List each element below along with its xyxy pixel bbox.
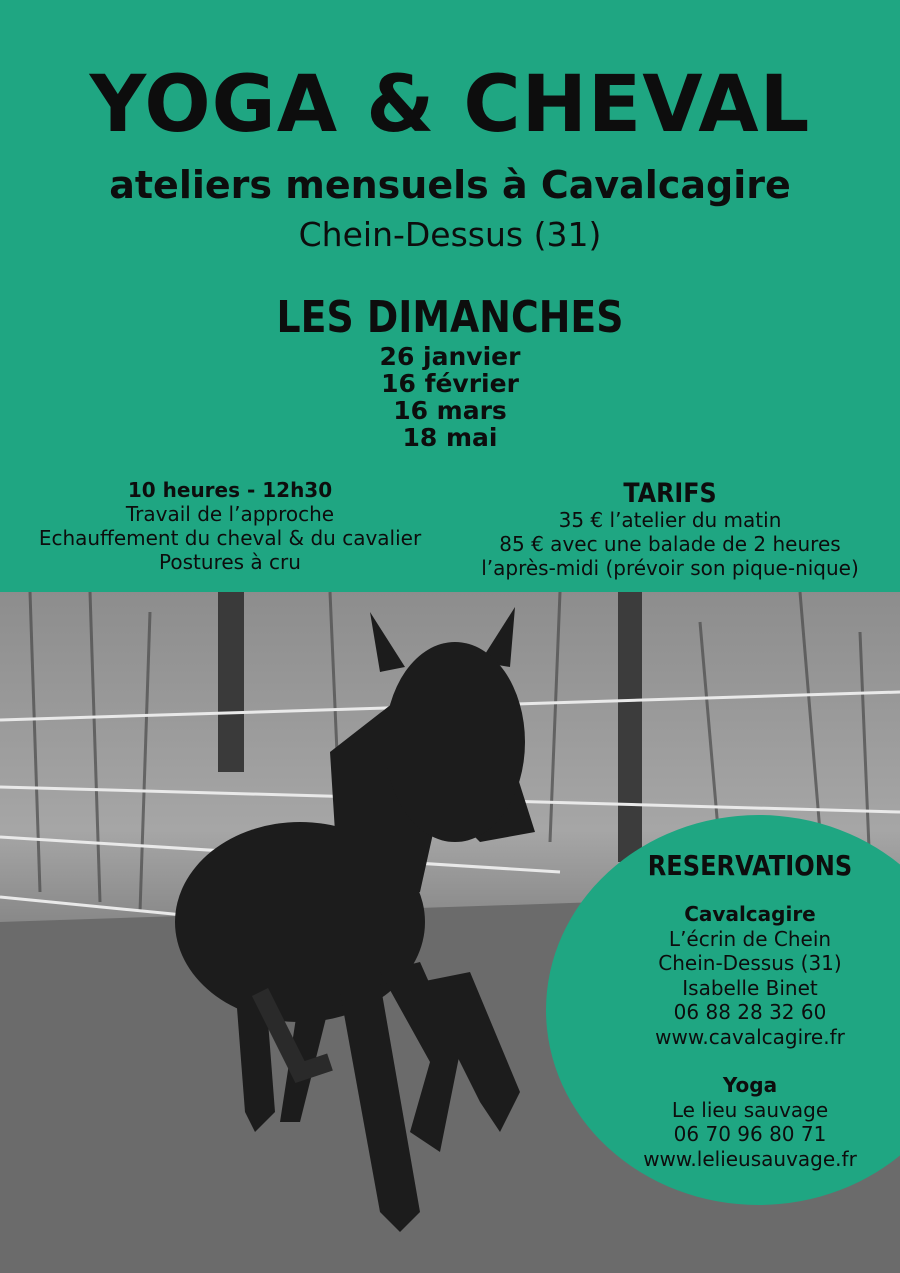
contact-line: L’écrin de Chein <box>668 926 832 951</box>
schedule-item: Echauffement du cheval & du cavalier <box>38 526 422 550</box>
contact-line: Isabelle Binet <box>682 975 818 1000</box>
tarifs-heading: TARIFS <box>623 478 717 509</box>
schedule-time: 10 heures - 12h30 <box>127 478 333 502</box>
website-link[interactable]: www.cavalcagire.fr <box>655 1024 845 1049</box>
reservations-block <box>600 850 900 1171</box>
header-panel <box>0 0 900 592</box>
tarif-line: 85 € avec une balade de 2 heures <box>499 532 841 556</box>
poster-location: Chein-Dessus (31) <box>298 215 602 254</box>
contact-line: Le lieu sauvage <box>671 1097 829 1122</box>
date-list <box>0 343 900 451</box>
website-link[interactable]: www.lelieusauvage.fr <box>643 1146 857 1171</box>
tarif-line: l’après-midi (prévoir son pique-nique) <box>481 556 859 580</box>
yoga-name: Yoga <box>722 1073 778 1097</box>
schedule-item: Postures à cru <box>159 550 301 574</box>
tarifs-block <box>440 480 900 580</box>
schedule-block <box>0 478 460 574</box>
date-item: 16 mars <box>393 396 507 425</box>
phone-number: 06 70 96 80 71 <box>673 1122 827 1146</box>
tarif-line: 35 € l’atelier du matin <box>558 508 782 532</box>
poster-subtitle: ateliers mensuels à Cavalcagire <box>109 163 791 207</box>
poster-title: YOGA & CHEVAL <box>89 60 811 150</box>
reservations-heading: RESERVATIONS <box>647 849 853 882</box>
date-item: 18 mai <box>402 423 498 452</box>
date-item: 16 février <box>381 369 519 398</box>
date-item: 26 janvier <box>379 342 521 371</box>
phone-number: 06 88 28 32 60 <box>673 1000 827 1024</box>
days-heading: LES DIMANCHES <box>276 292 624 343</box>
schedule-item: Travail de l’approche <box>125 502 335 526</box>
cavalcagire-name: Cavalcagire <box>684 902 816 926</box>
contact-line: Chein-Dessus (31) <box>658 951 842 975</box>
